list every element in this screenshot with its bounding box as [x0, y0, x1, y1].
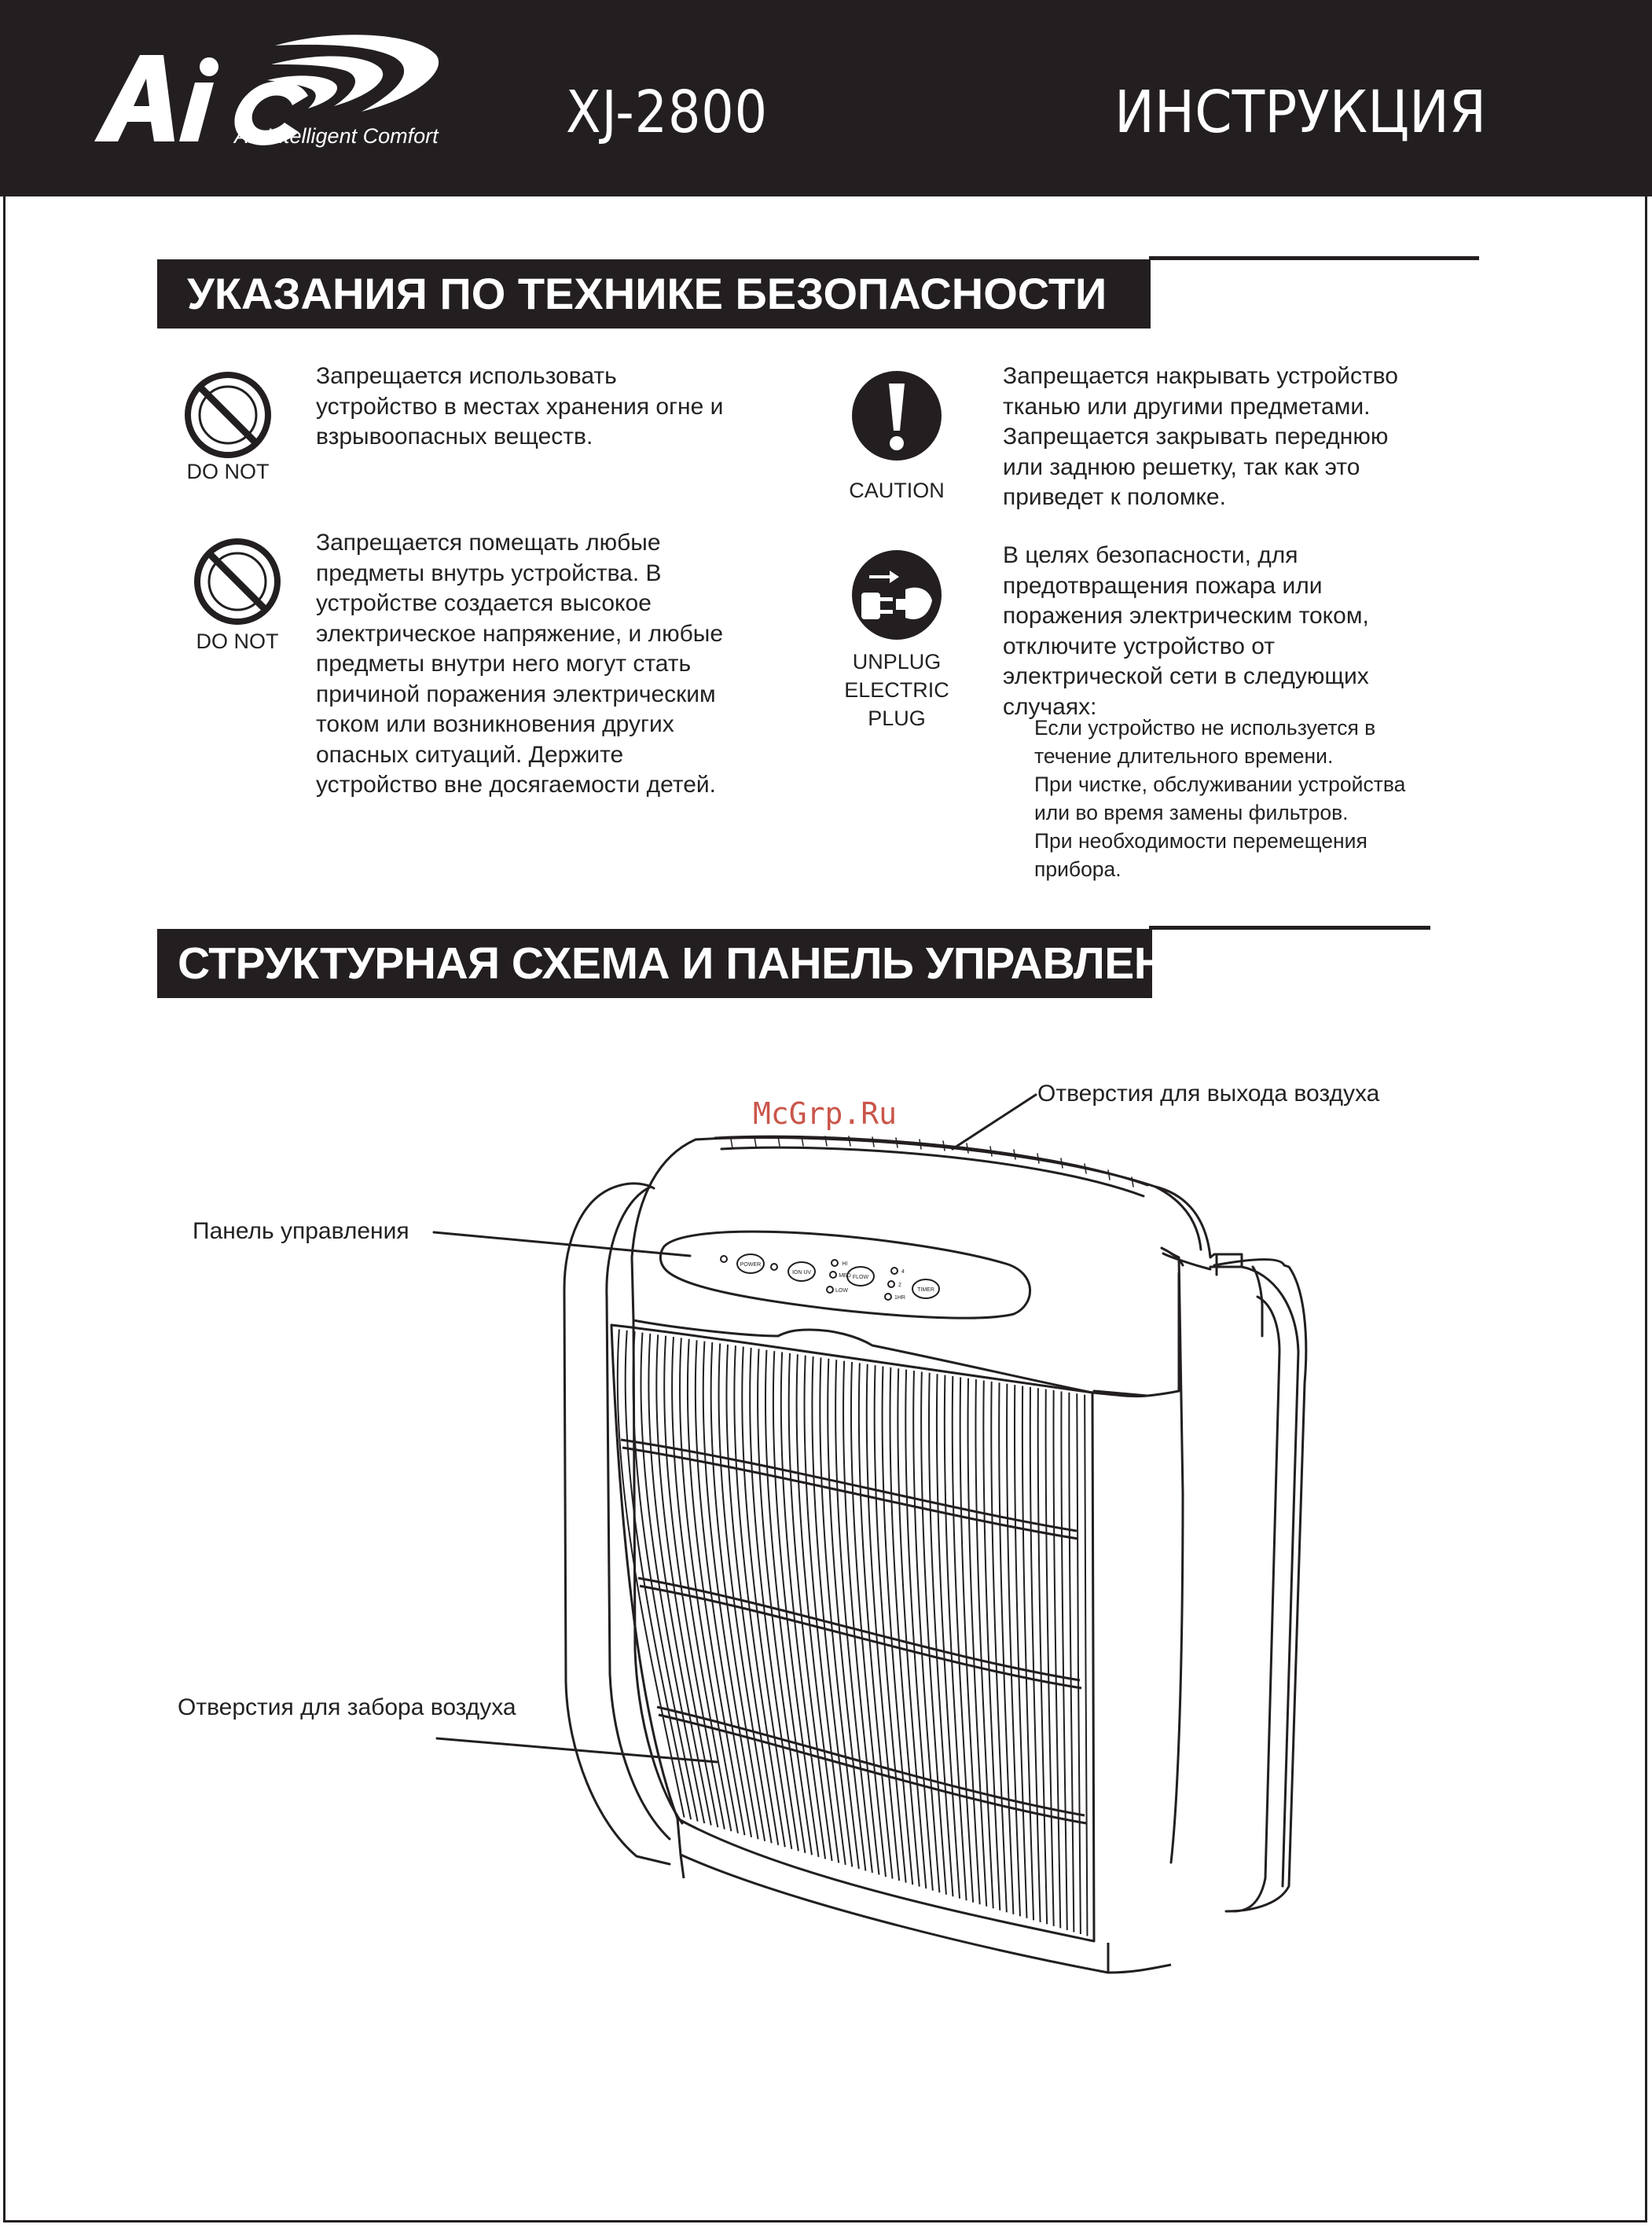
text-line: предметы внутрь устройства. В [316, 560, 662, 586]
text-line: Запрещается использовать [316, 363, 617, 389]
panel-button-timer: TIMER [917, 1287, 934, 1293]
text-line: взрывоопасных веществ. [316, 424, 593, 450]
panel-button-flow: FLOW [852, 1275, 869, 1280]
text-line: устройство вне досягаемости детей. [316, 772, 717, 798]
text-line: или заднюю решетку, так как это [1003, 453, 1360, 480]
do-not-label: DO NOT [196, 629, 279, 653]
text-line: опасных ситуаций. Держите [316, 741, 624, 768]
text-line: тканью или другими предметами. [1003, 393, 1371, 420]
structure-heading: СТРУКТУРНАЯ СХЕМА И ПАНЕЛЬ УПРАВЛЕНИЯ [157, 929, 1152, 998]
timer-4: 4 [901, 1269, 905, 1275]
text-line: поражения электрическим током, [1003, 603, 1369, 629]
text-line: предотвращения пожара или [1003, 572, 1323, 599]
speed-med: MED [839, 1273, 851, 1279]
text-line: случаях: [1003, 693, 1097, 720]
grille-slat [1069, 1393, 1074, 1933]
text-line: током или возникновения других [316, 711, 674, 737]
callout-air-inlet: Отверстия для забора воздуха [178, 1694, 516, 1720]
text-line: электрическое напряжение, и любые [316, 620, 724, 647]
grille-slat [812, 1356, 852, 1866]
panel-button-ion-uv: ION UV [791, 1270, 812, 1276]
callout-control-panel: Панель управления [193, 1218, 409, 1244]
text-line: Если устройство не используется в [1034, 716, 1376, 740]
grille-slat [1085, 1395, 1087, 1936]
safety-heading: УКАЗАНИЯ ПО ТЕХНИКЕ БЕЗОПАСНОСТИ [157, 259, 1151, 329]
label-line: ELECTRIC [844, 678, 949, 702]
intake-grille [618, 1329, 1088, 1936]
text-line: В целях безопасности, для [1003, 542, 1298, 568]
text-line: При необходимости перемещения [1034, 829, 1367, 853]
grille-slat [804, 1356, 845, 1865]
text-line: устройство в местах хранения огне и [316, 393, 724, 420]
do-not-label: DO NOT [186, 460, 270, 483]
timer-1hr: 1HR [894, 1295, 906, 1301]
text-line: или во время замены фильтров. [1034, 801, 1349, 824]
caution-label: CAUTION [849, 479, 945, 502]
text-line: Запрещается накрывать устройство [1003, 363, 1398, 389]
timer-2: 2 [898, 1283, 901, 1288]
speed-low: LOW [835, 1288, 848, 1294]
grille-slat [1061, 1391, 1066, 1929]
grille-slat [890, 1367, 919, 1887]
text-line: Запрещается закрывать переднюю [1003, 424, 1389, 450]
speed-hi: HI [842, 1261, 848, 1267]
text-line: течение длительного времени. [1034, 744, 1334, 768]
label-line: UNPLUG [852, 650, 942, 674]
grille-slat [1046, 1389, 1054, 1926]
text-line: электрической сети в следующих [1003, 663, 1369, 689]
grille-slat [953, 1376, 973, 1903]
text-line: причиной поражения электрическим [316, 681, 716, 707]
text-line: отключите устройство от [1003, 633, 1276, 659]
grille-slat [797, 1354, 839, 1863]
watermark: McGrp.Ru [753, 1096, 898, 1131]
grille-slat [1054, 1390, 1061, 1928]
text-line: приведет к поломке. [1003, 484, 1226, 510]
model-number: XJ-2800 [566, 79, 768, 146]
label-line: PLUG [868, 707, 926, 730]
callout-air-outlet: Отверстия для выхода воздуха [1037, 1081, 1380, 1107]
logo-tagline: Air Intelligent Comfort [234, 124, 439, 148]
text-line: При чистке, обслуживании устройства [1034, 773, 1406, 796]
grille-slat [960, 1377, 980, 1904]
text-line: прибора. [1034, 857, 1122, 881]
text-line: устройстве создается высокое [316, 590, 652, 616]
grille-slat [1077, 1393, 1081, 1934]
text-line: предметы внутри него могут стать [316, 651, 692, 677]
document-title: ИНСТРУКЦИЯ [1114, 79, 1487, 146]
panel-button-power: POWER [740, 1262, 762, 1268]
text-line: Запрещается помещать любые [316, 530, 661, 556]
